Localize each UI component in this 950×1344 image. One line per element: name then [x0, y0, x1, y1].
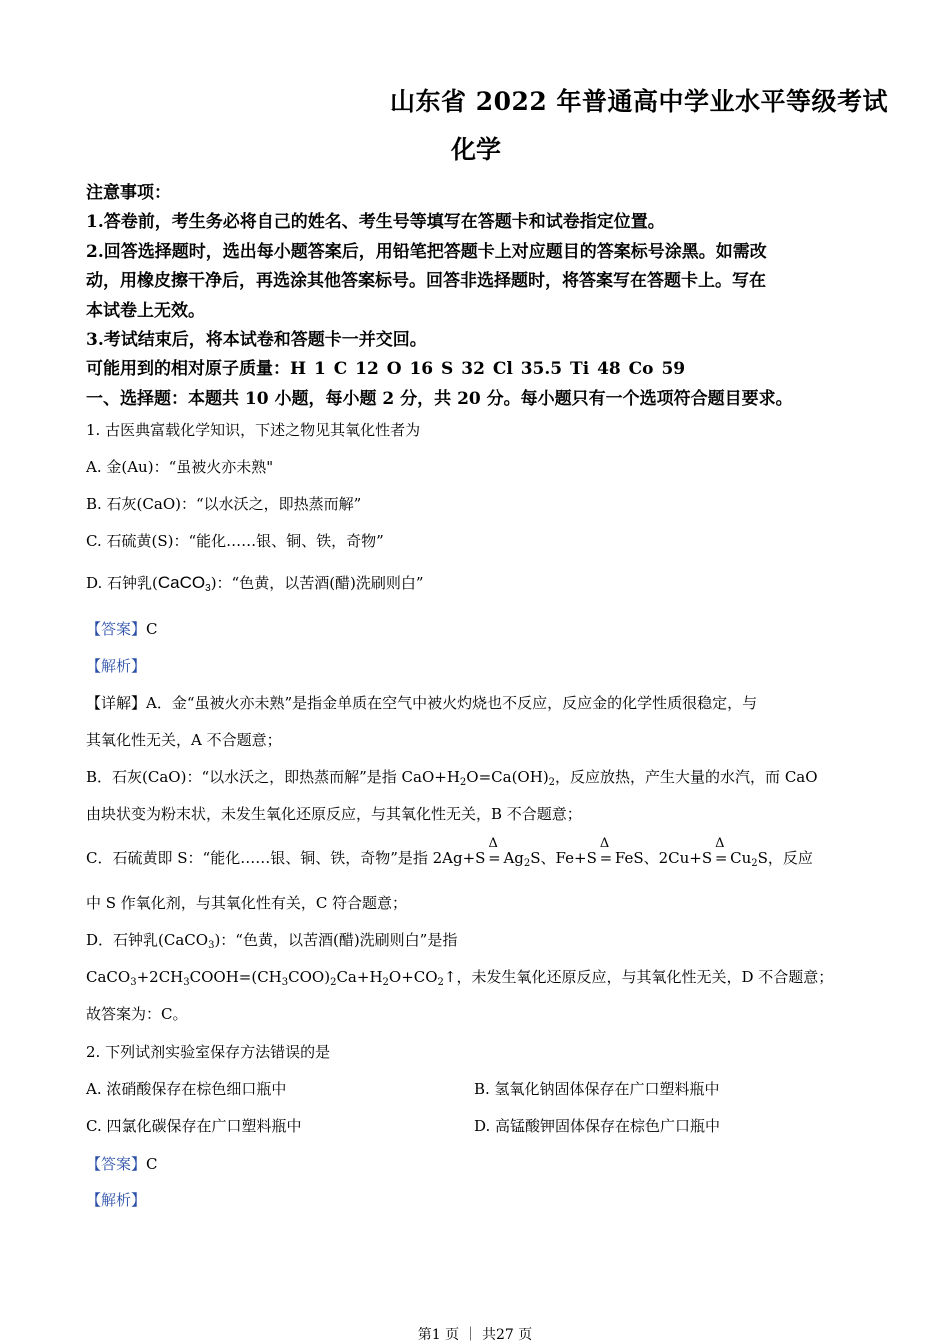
question-1-option-d: [86, 572, 424, 593]
notes-item-1: 1.答卷前，考生务必将自己的姓名、考生号等填写在答题卡和试卷指定位置。: [86, 212, 665, 232]
heat-equals-sign: Δ =: [488, 836, 501, 867]
answer-label: 【答案】: [86, 620, 147, 638]
question-1-stem: 1. 古医典富载化学知识，下述之物见其氧化性者为: [86, 421, 421, 439]
answer-value: C: [146, 620, 158, 638]
detail-d-line2: $CaCO_3+2CH_3COOH=(CH_3COO)_2Ca+H_2O+CO_2↑$，未发生氧化还原反应，与其氧化性无关，D 不合题意；: [86, 968, 834, 988]
detail-d-line1: D．石钟乳(CaCO$_3$)：“色黄，以苦酒(醋)洗刷则白”是指: [86, 931, 458, 951]
detail-c-line1: C．石硫黄即 S：“能化……银、铜、铁，奇物”是指 2Ag+S Δ = $Ag_2S$、Fe+S Δ = FeS、2Cu+S Δ = $Cu_2S$，反应: [86, 836, 813, 869]
notes-item-2-line1: 2.回答选择题时，选出每小题答案后，用铅笔把答题卡上对应题目的答案标号涂黑。如需改: [86, 242, 767, 262]
question-2-option-d: D. 高锰酸钾固体保存在棕色广口瓶中: [474, 1117, 721, 1135]
question-1-answer: [86, 618, 158, 639]
subject-title: 化学: [451, 135, 502, 164]
heat-equals-sign: Δ =: [714, 836, 728, 867]
question-2-analysis-label: 【解析】: [86, 1191, 147, 1209]
notes-item-2-line3: 本试卷上无效。: [86, 301, 205, 321]
question-1-option-c: C. 石硫黄(S)：“能化……银、铜、铁，奇物”: [86, 532, 384, 550]
detail-c-line2: 中 S 作氧化剂，与其氧化性有关，C 符合题意；: [86, 894, 408, 912]
question-2-option-c: C. 四氯化碳保存在广口塑料瓶中: [86, 1117, 302, 1135]
section-heading-choice: 一、选择题：本题共 10 小题，每小题 2 分，共 20 分。每小题只有一个选项符合题目要求。: [86, 389, 793, 409]
question-1-option-a: A. 金(Au)：“虽被火亦未熟": [86, 458, 274, 476]
question-2-option-a: A. 浓硝酸保存在棕色细口瓶中: [86, 1080, 287, 1098]
heat-equals-sign: Δ =: [599, 836, 613, 867]
answer-label: 【答案】: [86, 1155, 147, 1173]
page-footer: 第1 页 ｜ 共27 页: [417, 1327, 533, 1343]
option-d-prefix: D. 石钟乳(: [86, 574, 158, 592]
detail-b-line1: B．石灰(CaO)：“以水沃之，即热蒸而解”是指 $CaO+H_2O=Ca(OH)_2$，反应放热，产生大量的水汽，而 CaO: [86, 768, 818, 788]
notes-item-2-line2: 动，用橡皮擦干净后，再选涂其他答案标号。回答非选择题时，将答案写在答题卡上。写在: [86, 271, 766, 291]
question-1-analysis-label: 【解析】: [86, 657, 147, 675]
detail-a-line1: 【详解】A．金“虽被火亦未熟”是指金单质在空气中被火灼烧也不反应，反应金的化学性质很稳定，与: [86, 694, 758, 712]
notes-heading: 注意事项：: [86, 183, 171, 203]
detail-b-line2: 由块状变为粉末状，未发生氧化还原反应，与其氧化性无关，B 不合题意；: [86, 805, 582, 823]
exam-title: 山东省 2022 年普通高中学业水平等级考试: [390, 87, 888, 116]
question-2-stem: 2. 下列试剂实验室保存方法错误的是: [86, 1043, 331, 1061]
conclusion: 故答案为：C。: [86, 1005, 188, 1023]
option-d-formula: CaCO$_3$: [157, 573, 211, 594]
question-2-answer: [86, 1153, 158, 1174]
answer-value: C: [146, 1155, 158, 1173]
question-2-option-b: B. 氢氧化钠固体保存在广口塑料瓶中: [474, 1080, 720, 1098]
question-1-option-b: B. 石灰(CaO)：“以水沃之，即热蒸而解”: [86, 495, 362, 513]
option-d-suffix: )：“色黄，以苦酒(醋)洗刷则白”: [210, 574, 424, 592]
detail-a-line2: 其氧化性无关，A 不合题意；: [86, 731, 282, 749]
atomic-masses: 可能用到的相对原子质量：H 1 C 12 O 16 S 32 Cl 35.5 Ti 48 Co 59: [86, 359, 686, 379]
notes-item-3: 3.考试结束后，将本试卷和答题卡一并交回。: [86, 330, 427, 350]
